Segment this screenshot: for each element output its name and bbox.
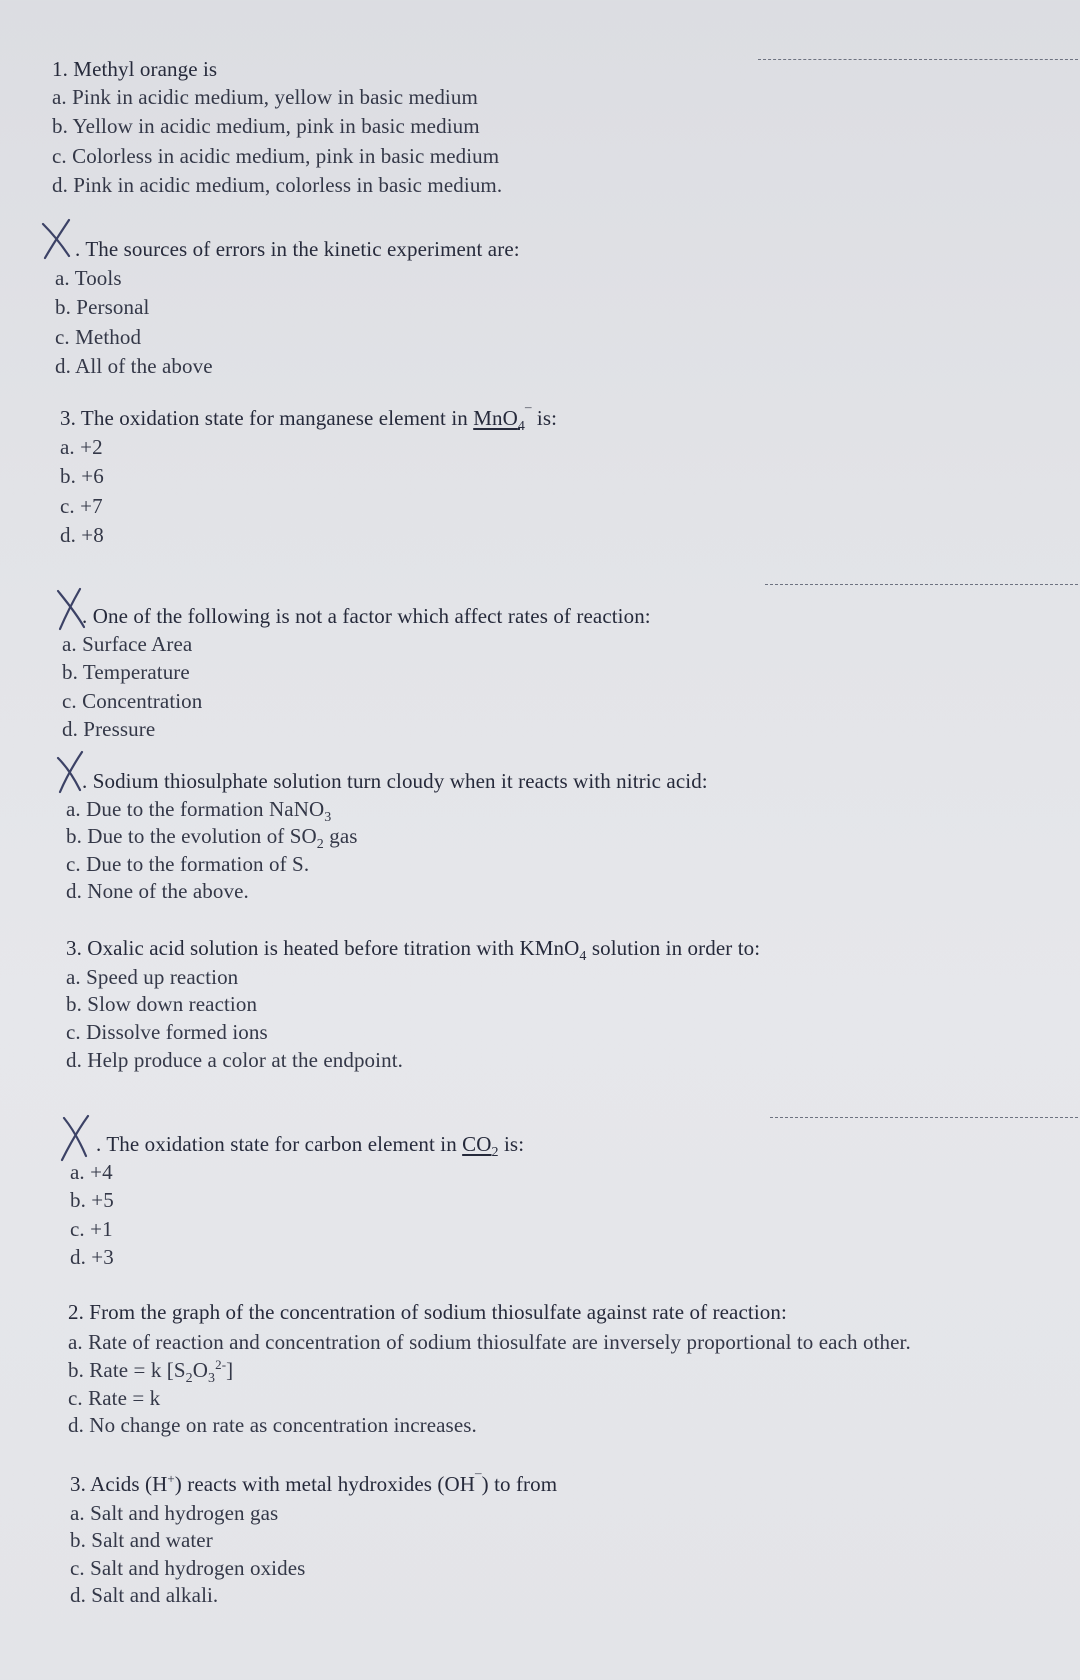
question-7 <box>70 1131 1070 1269</box>
cross-mark-icon <box>39 218 77 264</box>
option-a: a. Rate of reaction and concentration of sodium thiosulfate are inversely proportional to each other. <box>68 1329 911 1354</box>
option-c: c. Due to the formation of S. <box>66 851 310 876</box>
option-d: d. Salt and alkali. <box>70 1583 219 1607</box>
option-a: a. Pink in acidic medium, yellow in basic medium <box>52 84 478 109</box>
question-stem: 2. From the graph of the concentration of sodium thiosulfate against rate of reaction: <box>68 1300 787 1324</box>
formula-text: MnO <box>473 406 518 430</box>
answer-line <box>765 584 1078 585</box>
stem-text: 3. Acids (H <box>70 1472 168 1496</box>
option-b: b. Salt and water <box>70 1528 213 1552</box>
question-2 <box>55 236 1055 378</box>
option-text: gas <box>323 824 358 848</box>
question-stem <box>70 1471 1070 1499</box>
option-text: a. Due to the formation NaNO <box>66 796 325 821</box>
option-b <box>68 1357 1068 1385</box>
option-d: d. +8 <box>60 523 104 547</box>
option-d: d. No change on rate as concentration increases. <box>68 1413 477 1437</box>
formula-subscript: 4 <box>517 419 525 435</box>
stem-text: ) reacts with metal hydroxides (OH <box>174 1472 476 1496</box>
question-stem: . One of the following is not a factor which affect rates of reaction: <box>82 604 651 628</box>
question-8 <box>68 1299 1068 1437</box>
option-text: b. Rate = k [S <box>68 1358 186 1382</box>
option-text: b. Due to the evolution of SO <box>66 824 317 848</box>
formula-subscript: 4 <box>579 949 587 965</box>
option-d: d. +3 <box>70 1245 114 1269</box>
cross-mark-icon <box>58 1111 96 1163</box>
option-c: c. Salt and hydrogen oxides <box>70 1555 306 1580</box>
formula-superscript: + <box>167 1471 175 1486</box>
question-stem: 1. Methyl orange is <box>52 57 218 81</box>
stem-text: 3. The oxidation state for manganese element in <box>60 406 474 430</box>
option-c: c. +7 <box>60 493 103 518</box>
question-stem <box>60 405 1060 433</box>
question-stem: . Sodium thiosulphate solution turn cloudy when it reacts with nitric acid: <box>82 769 708 793</box>
option-a <box>66 796 1066 824</box>
option-b: b. Yellow in acidic medium, pink in basic medium <box>52 114 480 138</box>
option-a: a. Surface Area <box>62 631 193 656</box>
option-b <box>66 823 1066 851</box>
question-9 <box>70 1471 1070 1609</box>
option-d: d. Help produce a color at the endpoint. <box>66 1048 403 1072</box>
option-c: c. +1 <box>70 1216 113 1241</box>
formula-subscript: 2 <box>185 1371 193 1387</box>
option-a: a. +4 <box>70 1159 113 1184</box>
question-4 <box>62 603 1062 741</box>
stem-text: is: <box>498 1132 525 1156</box>
option-c: c. Colorless in acidic medium, pink in basic medium <box>52 143 500 168</box>
stem-text: 3. Oxalic acid solution is heated before titration with KMnO <box>66 936 580 960</box>
option-c: c. Rate = k <box>68 1385 161 1410</box>
option-a: a. Speed up reaction <box>66 964 239 989</box>
option-b: b. Personal <box>55 295 150 319</box>
question-3 <box>60 405 1060 547</box>
option-text: ] <box>226 1358 234 1382</box>
option-b: b. +5 <box>70 1188 114 1212</box>
option-b: b. Slow down reaction <box>66 992 258 1016</box>
option-c: c. Method <box>55 324 142 349</box>
question-stem <box>66 935 1066 963</box>
formula-subscript: 3 <box>208 1371 216 1387</box>
option-d: d. All of the above <box>55 354 213 378</box>
chemical-formula <box>473 406 525 435</box>
option-b: b. Temperature <box>62 660 190 684</box>
question-stem <box>96 1131 1080 1159</box>
formula-superscript: ¯ <box>524 405 532 420</box>
question-stem: . The sources of errors in the kinetic experiment are: <box>75 237 520 261</box>
answer-line <box>770 1117 1078 1118</box>
question-5 <box>66 768 1066 906</box>
option-text: O <box>192 1358 209 1382</box>
formula-subscript: 2 <box>316 837 324 853</box>
option-d: d. Pink in acidic medium, colorless in basic medium. <box>52 173 503 197</box>
stem-text: is: <box>531 406 558 430</box>
stem-text: ) to from <box>481 1472 558 1496</box>
option-c: c. Dissolve formed ions <box>66 1019 268 1044</box>
formula-text: CO <box>462 1132 492 1156</box>
option-d: d. None of the above. <box>66 879 249 903</box>
stem-text: solution in order to: <box>586 936 761 960</box>
formula-superscript: ¯ <box>475 1471 482 1486</box>
question-1 <box>52 56 1052 197</box>
option-a: a. +2 <box>60 434 103 459</box>
formula-superscript: 2- <box>215 1357 227 1372</box>
formula-subscript: 3 <box>324 809 332 825</box>
option-a: a. Salt and hydrogen gas <box>70 1500 279 1525</box>
question-6 <box>66 935 1066 1073</box>
option-a: a. Tools <box>55 265 122 290</box>
chemical-formula <box>462 1132 499 1161</box>
stem-text: . The oxidation state for carbon element in <box>96 1132 463 1156</box>
formula-subscript: 2 <box>491 1145 499 1161</box>
option-d: d. Pressure <box>62 717 156 741</box>
option-b: b. +6 <box>60 464 104 488</box>
option-c: c. Concentration <box>62 688 203 713</box>
